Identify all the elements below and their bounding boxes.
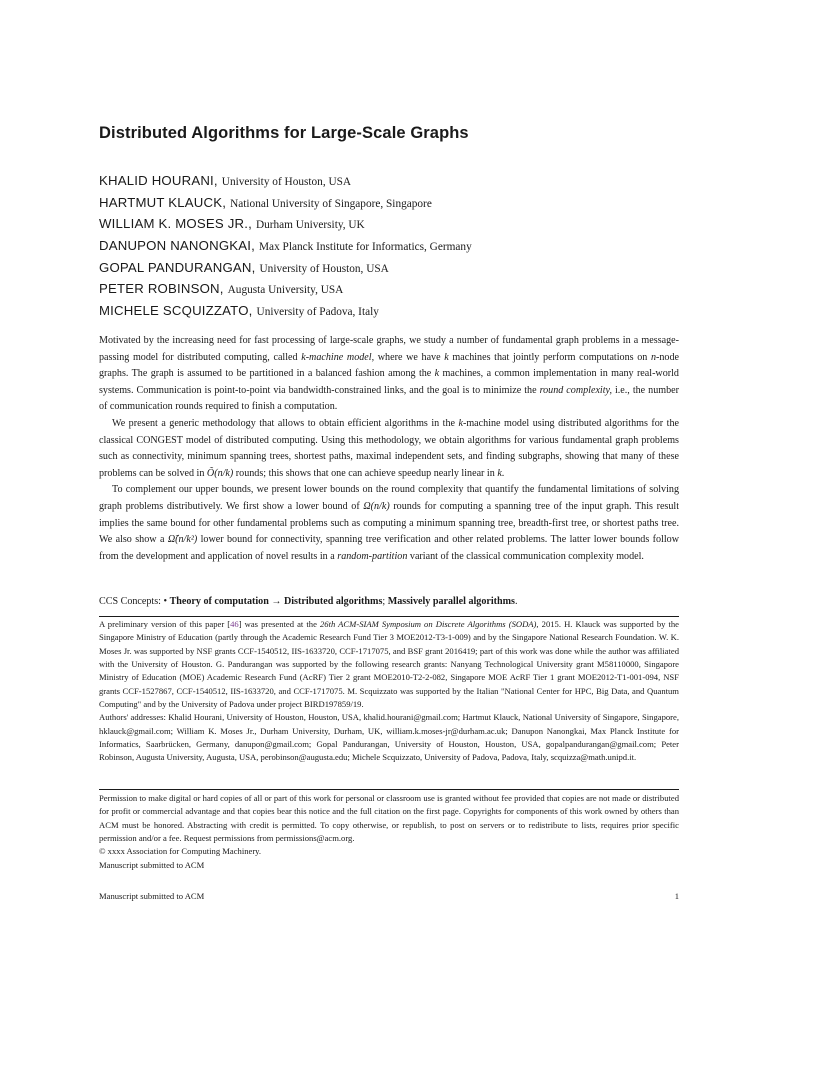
math-variable: k	[497, 467, 502, 479]
author-affiliation: University of Padova, Italy	[256, 306, 379, 319]
abstract-text: To complement our upper bounds, we present lower bounds on the round complexity that quantify the fundamental limitations of solving graph problems distributively. We first show a lower bound of	[99, 484, 679, 512]
author-affiliation: National University of Singapore, Singapore	[230, 197, 432, 210]
abstract-text: -node graphs. The graph is assumed to be partitioned in a balanced fashion among the	[99, 351, 679, 380]
abstract-text: rounds; this shows that one can achieve speedup nearly linear in	[233, 467, 498, 479]
author-addresses: Authors' addresses: Khalid Hourani, University of Houston, Houston, USA, khalid.hourani@gmail.com; Hartmut Klauck, National University of Singapore, Singapore, hklauck@gmail.com; William K. Moses Jr., Durham University, Durham, UK, william.k.moses-jr@durham.ac.uk; Danupon Nanongkai, Max Planck Institute for Informatics, Saarbrücken, Germany, danupon@gmail.com; Gopal Pandurangan, University of Houston, Houston, USA, gopalpandurangan@gmail.com; Peter Robinson, Augusta University, Augusta, USA, perobinson@augusta.edu; Michele Scquizzato, University of Padova, Padova, Italy, scquizza@math.unipd.it.	[99, 712, 679, 763]
footnote-divider	[99, 616, 679, 617]
citation-link[interactable]: 46	[230, 619, 239, 629]
author-name: PETER ROBINSON,	[99, 281, 224, 297]
venue-name: 26th ACM-SIAM Symposium on Discrete Algorithms (SODA)	[319, 619, 537, 629]
math-variable: k	[458, 417, 463, 429]
math-variable: k	[434, 368, 440, 380]
author-affiliation: Max Planck Institute for Informatics, Germany	[259, 241, 472, 254]
abstract-emphasis: random-partition	[337, 550, 408, 562]
author-entry	[99, 237, 699, 259]
abstract-emphasis: round complexity,	[539, 384, 612, 396]
math-expression: Õ(n/k)	[206, 467, 234, 479]
ccs-label: CCS Concepts: •	[99, 596, 170, 607]
abstract-text: .	[501, 467, 505, 479]
abstract-paragraph	[99, 333, 679, 416]
math-variable: n	[650, 351, 657, 363]
footnote-text: ] was presented at the	[238, 619, 320, 629]
author-entry	[99, 302, 699, 324]
ccs-concepts	[99, 594, 679, 610]
abstract-paragraph	[99, 416, 679, 482]
author-name: MICHELE SCQUIZZATO,	[99, 303, 253, 319]
author-name: DANUPON NANONGKAI,	[99, 238, 256, 254]
author-entry	[99, 172, 699, 194]
abstract-text: machines, a common implementation in many real-world systems. Communication is point-to-point via bandwidth-constrained links, and the goal is to minimize the	[99, 368, 679, 396]
footnote	[99, 618, 679, 765]
abstract-text: machines that jointly perform computations on	[448, 351, 651, 363]
author-name: KHALID HOURANI,	[99, 173, 218, 188]
math-expression: Ω̃(n/k²)	[167, 534, 198, 546]
page-number: 1	[674, 891, 679, 901]
footer-label: Manuscript submitted to ACM	[99, 891, 205, 901]
author-entry	[99, 215, 699, 237]
abstract-emphasis: k-machine model,	[301, 351, 375, 363]
author-affiliation: Augusta University, USA	[227, 284, 344, 297]
abstract-text: variant of the classical communication complexity model.	[407, 550, 644, 562]
abstract-text: where we have	[374, 351, 445, 363]
ccs-end: .	[514, 596, 518, 607]
ccs-concept: Theory of computation → Distributed algorithms	[169, 596, 383, 607]
author-name: WILLIAM K. MOSES JR.,	[99, 216, 252, 232]
abstract-text: rounds for computing a spanning tree of the input graph. This result implies the same bound for other fundamental problems such as computing a minimum spanning tree, breadth-first tree, or shortest paths tree. We also show a	[99, 500, 680, 546]
author-list	[99, 172, 699, 324]
abstract-paragraph	[99, 482, 679, 565]
author-entry	[99, 194, 699, 216]
author-name: GOPAL PANDURANGAN,	[99, 259, 256, 275]
abstract-text: -machine model using distributed algorithms for the classical CONGEST model of distributed computing. Using this methodology, we obtain algorithms for various fundamental graph problems such as connectivity, minimum spanning trees, shortest paths, maximal independent sets, and finding subgraphs, showing that many of these problems can be solved in	[99, 417, 679, 479]
submission-status: Manuscript submitted to ACM	[99, 859, 205, 870]
ccs-concept: Massively parallel algorithms	[387, 596, 515, 607]
author-entry	[99, 259, 699, 281]
ccs-separator: ;	[382, 596, 388, 607]
math-expression: Ω(n/k)	[363, 500, 390, 512]
author-affiliation: University of Houston, USA	[259, 262, 389, 275]
abstract-text: Motivated by the increasing need for fast processing of large-scale graphs, we study a number of fundamental graph problems in a message-passing model for distributed computing, called	[99, 335, 679, 363]
author-affiliation: Durham University, UK	[255, 219, 365, 232]
author-entry	[99, 280, 699, 302]
footnote-text: , 2015. H. Klauck was supported by the Singapore Ministry of Education (partly through the Academic Research Fund Tier 3 MOE2012-T3-1-009) and by the Singapore National Research Foundation. W. K. Moses Jr. was supported by NSF grants CCF-1540512, IIS-1633720, CCF-1717075, and BSF grant 2016419; part of this work was done while the author was affiliated with the University of Houston. G. Pandurangan was supported by the following research grants: Nanyang Technological University grant M58110000, Singapore Ministry of Education (MOE) Academic Research Fund (AcRF) Tier 2 grant MOE2010-T2-2-082, Singapore MOE AcRF Tier 1 grant MOE2012-T1-001-094, NSF grants CCF-1527867, CCF-1540512, IIS-1633720, and CCF-1717075. M. Scquizzato was supported by the Italian "National Center for HPC, Big Data, and Quantum Computing" and by the University of Padova under project BIRD197859/19.	[99, 619, 679, 710]
abstract-text: lower bound for connectivity, spanning tree verification and other related problems. The latter lower bounds follow from the development and application of novel results in a	[99, 534, 680, 562]
permission-divider	[99, 789, 679, 790]
author-affiliation: University of Houston, USA	[221, 176, 352, 188]
abstract-text: i.e., the number of communication rounds required to finish a computation.	[99, 384, 679, 413]
permission-text: Permission to make digital or hard copies of all or part of this work for personal or classroom use is granted without fee provided that copies are not made or distributed for profit or commercial advantage and that copies bear this notice and the full citation on the first page. Copyrights for components of this work owned by others than ACM must be honored. Abstracting with credit is permitted. To copy otherwise, or republish, to post on servers or to redistribute to lists, requires prior specific permission and/or a fee. Request permissions from permissions@acm.org.	[99, 793, 679, 844]
author-name: HARTMUT KLAUCK,	[99, 194, 227, 210]
footnote-text: A preliminary version of this paper [	[99, 619, 231, 629]
abstract-text: We present a generic methodology that allows to obtain efficient algorithms in the	[112, 417, 459, 429]
abstract	[99, 333, 679, 565]
paper-title: Distributed Algorithms for Large-Scale Graphs	[99, 124, 469, 142]
permission-notice	[99, 792, 679, 872]
footnote-paragraph	[99, 618, 679, 711]
copyright-line: © xxxx Association for Computing Machinery.	[99, 846, 262, 857]
math-variable: k	[444, 351, 449, 363]
